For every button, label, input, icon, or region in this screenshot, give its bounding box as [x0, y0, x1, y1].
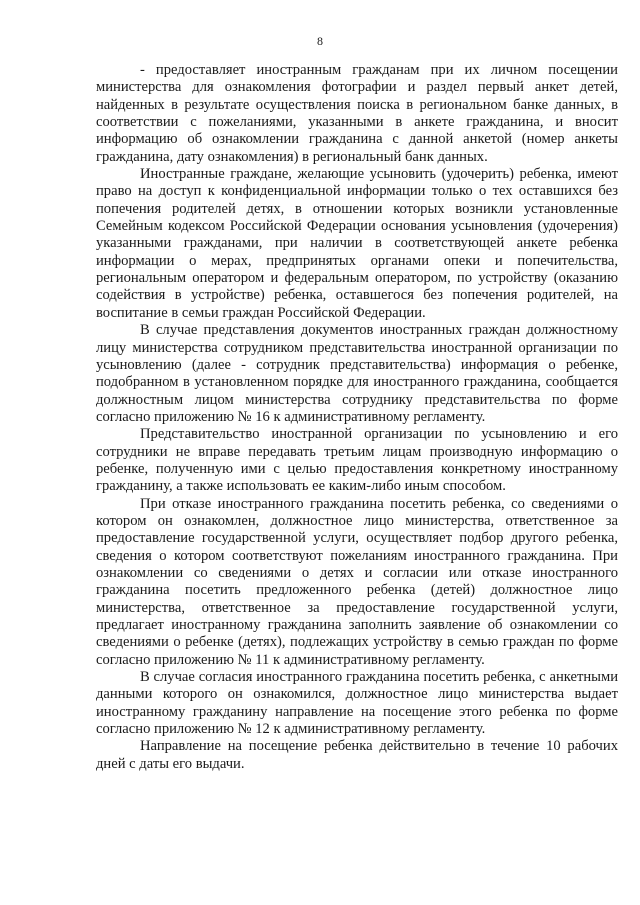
paragraph: - предоставляет иностранным гражданам при их личном посещении министерства для ознакомления фотографии и раздел первый анкет детей, найденных в результате осуществления поиска в региональном банке данных, в соответствии с пожеланиями, указанными в анкете гражданина, и вносит информацию об ознакомлении гражданина с данной анкетой (номер анкеты гражданина, дату ознакомления) в региональный банк данных.	[96, 62, 618, 165]
page-number: 8	[317, 34, 323, 48]
paragraph: Иностранные граждане, желающие усыновить (удочерить) ребенка, имеют право на доступ к конфиденциальной информации только о тех оставшихся без попечения родителей детях, в отношении которых возникли установленные Семейным кодексом Российской Федерации основания усыновления (удочерения) указанными гражданами, при наличии в соответствующей анкете ребенка информации о мерах, предпринятых органами опеки и попечительства, региональным оператором и федеральным оператором, по устройству (оказанию содействия в устройстве) ребенка, оставшегося без попечения родителей, на воспитание в семьи граждан Российской Федерации.	[96, 166, 618, 321]
paragraph: В случае согласия иностранного гражданина посетить ребенка, с анкетными данными которого он ознакомился, должностное лицо министерства выдает иностранному гражданину направление на посещение этого ребенка по форме согласно приложению № 12 к административному регламенту.	[96, 669, 618, 738]
paragraph: В случае представления документов иностранных граждан должностному лицу министерства сотрудником представительства иностранной организации по усыновлению (далее - сотрудник представительства) информация о ребенке, подобранном в установленном порядке для иностранного гражданина, сообщается должностным лицом министерства сотруднику представительства по форме согласно приложению № 16 к административному регламенту.	[96, 322, 618, 425]
document-body	[96, 62, 618, 773]
paragraph: Представительство иностранной организации по усыновлению и его сотрудники не вправе передавать третьим лицам производную информацию о ребенке, полученную ими с целью предоставления конкретному иностранному гражданину, а также использовать ее каким-либо иным способом.	[96, 426, 618, 495]
paragraph: Направление на посещение ребенка действительно в течение 10 рабочих дней с даты его выдачи.	[96, 738, 618, 772]
paragraph: При отказе иностранного гражданина посетить ребенка, со сведениями о котором он ознакомлен, должностное лицо министерства, ответственное за предоставление государственной услуги, осуществляет подбор другого ребенка, сведения о котором соответствуют пожеланиям иностранного гражданина. При ознакомлении со сведениями о детях и согласии или отказе иностранного гражданина посетить предложенного ребенка (детей) должностное лицо министерства, ответственное за предоставление государственной услуги, предлагает иностранному гражданина заполнить заявление об ознакомлении со сведениями о ребенке (детях), подлежащих устройству в семью граждан по форме согласно приложению № 11 к административному регламенту.	[96, 495, 618, 668]
